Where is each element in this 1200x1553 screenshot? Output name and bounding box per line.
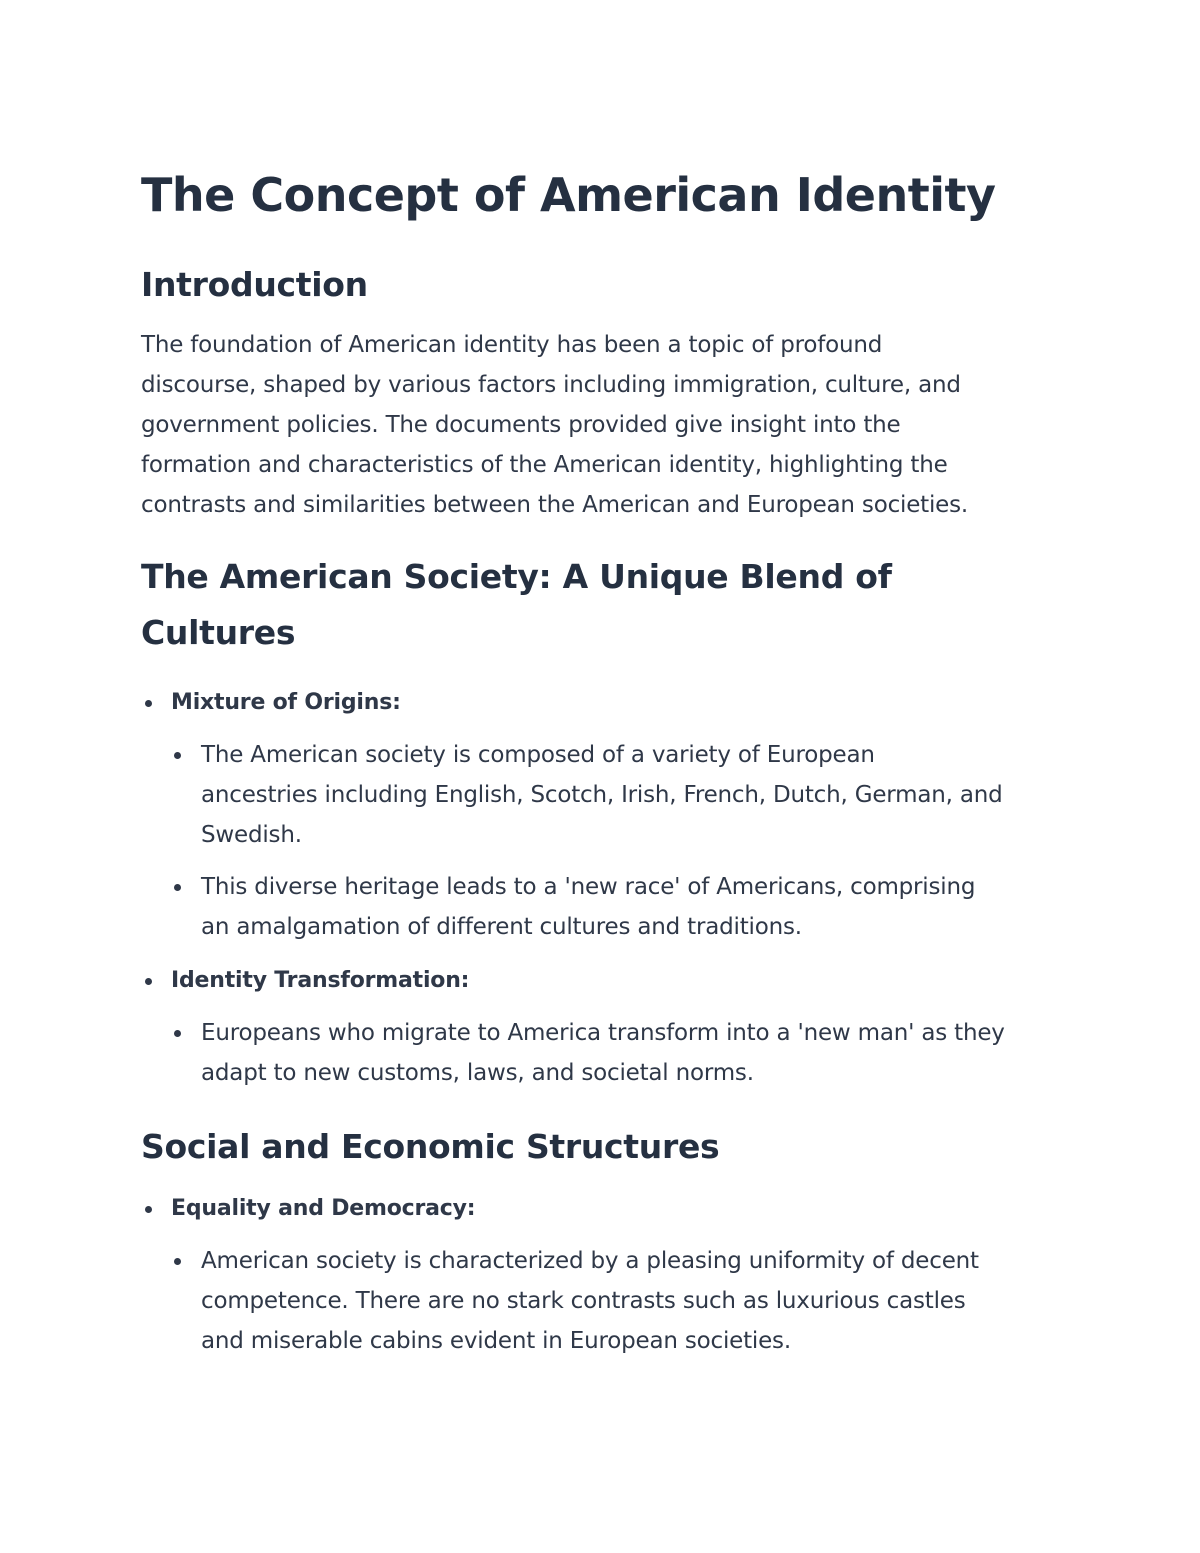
list-item-identity-transformation xyxy=(141,961,1070,1093)
sublist xyxy=(171,1013,1070,1093)
introduction-paragraph xyxy=(141,325,1070,525)
list-item-title: Mixture of Origins: xyxy=(171,690,401,715)
text-line: adapt to new customs, laws, and societal norms. xyxy=(201,1060,754,1086)
structures-list xyxy=(141,1189,1070,1361)
text-line: American society is characterized by a pleasing uniformity of decent xyxy=(201,1248,979,1274)
bullet-icon xyxy=(145,700,152,707)
structures-heading: Social and Economic Structures xyxy=(141,1127,720,1166)
introduction-heading: Introduction xyxy=(141,265,368,304)
text-line: ancestries including English, Scotch, Irish, French, Dutch, German, and xyxy=(201,782,1003,808)
sublist-item xyxy=(171,1013,1070,1093)
bullet-icon xyxy=(174,884,181,891)
bullet-icon xyxy=(174,1030,181,1037)
text-line: contrasts and similarities between the American and European societies. xyxy=(141,492,969,518)
list-item-equality-and-democracy xyxy=(141,1189,1070,1361)
bullet-icon xyxy=(174,752,181,759)
sublist-item xyxy=(171,735,1070,855)
sublist-item xyxy=(171,867,1070,947)
bullet-icon xyxy=(145,978,152,985)
text-line: Swedish. xyxy=(201,822,302,848)
text-line: formation and characteristics of the American identity, highlighting the xyxy=(141,452,948,478)
bullet-icon xyxy=(174,1258,181,1265)
list-item-title: Identity Transformation: xyxy=(171,968,470,993)
text-line: Europeans who migrate to America transform into a 'new man' as they xyxy=(201,1020,1005,1046)
text-line: an amalgamation of different cultures and traditions. xyxy=(201,914,802,940)
society-heading xyxy=(141,549,1070,661)
heading-line: Cultures xyxy=(141,613,296,652)
sublist xyxy=(171,735,1070,947)
sublist xyxy=(171,1241,1070,1361)
heading-line: The American Society: A Unique Blend of xyxy=(141,557,892,596)
text-line: This diverse heritage leads to a 'new race' of Americans, comprising xyxy=(201,874,976,900)
list-item-title: Equality and Democracy: xyxy=(171,1196,476,1221)
text-line: competence. There are no stark contrasts such as luxurious castles xyxy=(201,1288,966,1314)
text-line: government policies. The documents provided give insight into the xyxy=(141,412,901,438)
text-line: The foundation of American identity has been a topic of profound xyxy=(141,332,883,358)
text-line: and miserable cabins evident in European societies. xyxy=(201,1328,791,1354)
list-item-mixture-of-origins xyxy=(141,683,1070,947)
bullet-icon xyxy=(145,1206,152,1213)
text-line: The American society is composed of a variety of European xyxy=(201,742,875,768)
text-line: discourse, shaped by various factors including immigration, culture, and xyxy=(141,372,961,398)
page-title: The Concept of American Identity xyxy=(141,168,996,222)
sublist-item xyxy=(171,1241,1070,1361)
society-list xyxy=(141,683,1070,1093)
